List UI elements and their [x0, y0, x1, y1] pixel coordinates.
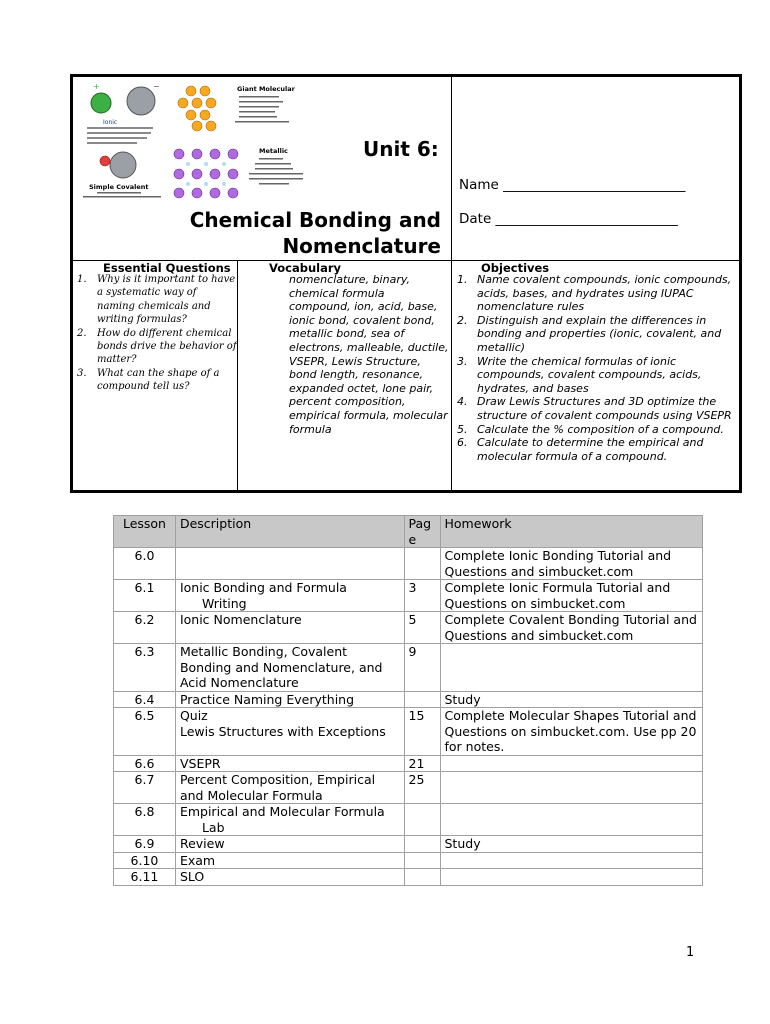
description-cell: Metallic Bonding, Covalent Bonding and Nomenclature, and Acid Nomenclature: [175, 644, 404, 692]
description-cell: Ionic Nomenclature: [175, 612, 404, 644]
unit-title: Unit 6:: [363, 137, 439, 161]
list-item: 3. Write the chemical formulas of ionic compounds, covalent compounds, acids, hydrates, and bases: [457, 354, 702, 395]
page-cell: [404, 548, 440, 580]
objectives-heading: Objectives: [481, 261, 550, 275]
page-cell: 21: [404, 755, 440, 772]
description-cell: [175, 548, 404, 580]
list-item: 5. Calculate the % composition of a compound.: [457, 422, 724, 436]
list-item: 4. Draw Lewis Structures and 3D optimize the structure of covalent compounds using VSEPR: [457, 395, 732, 422]
name-field[interactable]: Name ___________________________: [459, 177, 686, 193]
date-field[interactable]: Date ___________________________: [459, 211, 678, 227]
svg-text:−: −: [153, 82, 160, 91]
page-cell: 3: [404, 580, 440, 612]
bonding-types-clipart: [79, 79, 319, 201]
list-item: 2. Distinguish and explain the differences in bonding and properties (ionic, covalent, and metallic): [457, 313, 722, 354]
homework-cell: Complete Ionic Bonding Tutorial and Questions and simbucket.com: [440, 548, 703, 580]
table-row: [114, 852, 703, 869]
vocabulary-heading: Vocabulary: [269, 261, 342, 275]
page-cell: 25: [404, 772, 440, 804]
lesson-cell: 6.11: [114, 869, 176, 886]
column-header-page: Pag e: [404, 516, 440, 548]
column-divider-1: [237, 260, 238, 490]
page-title: [183, 207, 441, 259]
lesson-cell: 6.6: [114, 755, 176, 772]
svg-text:Ionic: Ionic: [103, 119, 118, 126]
svg-text:Metallic: Metallic: [259, 147, 288, 155]
lesson-cell: 6.4: [114, 691, 176, 708]
lesson-table: [113, 515, 703, 886]
list-item: 1. Why is it important to have a systematic way of naming chemicals and writing formulas?: [77, 274, 236, 326]
column-header-homework: Homework: [440, 516, 703, 548]
list-item: 6. Calculate to determine the empirical and molecular formula of a compound.: [457, 436, 704, 463]
header-box: [70, 74, 742, 493]
homework-cell: Study: [440, 836, 703, 853]
description-cell: Review: [175, 836, 404, 853]
column-header-description: Description: [175, 516, 404, 548]
description-cell: Practice Naming Everything: [175, 691, 404, 708]
table-row: [114, 772, 703, 804]
lesson-cell: 6.10: [114, 852, 176, 869]
lesson-cell: 6.1: [114, 580, 176, 612]
homework-cell: Complete Ionic Formula Tutorial and Questions on simbucket.com: [440, 580, 703, 612]
svg-text:Simple Covalent: Simple Covalent: [89, 183, 149, 191]
homework-cell: [440, 772, 703, 804]
lesson-cell: 6.8: [114, 804, 176, 836]
table-row: [114, 836, 703, 853]
page-cell: 15: [404, 708, 440, 756]
table-header-row: [114, 516, 703, 548]
svg-text:Giant Molecular: Giant Molecular: [237, 85, 295, 93]
svg-text:+: +: [93, 82, 100, 91]
lesson-cell: 6.7: [114, 772, 176, 804]
page-cell: 5: [404, 612, 440, 644]
list-item: 1. Name covalent compounds, ionic compounds, acids, bases, and hydrates using IUPAC nomenclature rules: [457, 273, 732, 314]
table-row: [114, 691, 703, 708]
header-divider-vertical: [451, 77, 452, 490]
objectives-list: [457, 273, 741, 463]
page-cell: [404, 852, 440, 869]
column-header-lesson: Lesson: [114, 516, 176, 548]
page-cell: 9: [404, 644, 440, 692]
lesson-cell: 6.9: [114, 836, 176, 853]
table-row: [114, 644, 703, 692]
description-cell: Empirical and Molecular Formula Lab: [175, 804, 404, 836]
page-title-line-2: Nomenclature: [282, 234, 441, 258]
list-item: 3. What can the shape of a compound tell us?: [77, 367, 220, 393]
essential-questions-list: [77, 273, 237, 394]
table-row: [114, 804, 703, 836]
lesson-cell: 6.2: [114, 612, 176, 644]
page-cell: [404, 691, 440, 708]
description-cell: Quiz Lewis Structures with Exceptions: [175, 708, 404, 756]
table-row: [114, 708, 703, 756]
essential-questions-heading: Essential Questions: [103, 261, 231, 275]
description-cell: VSEPR: [175, 755, 404, 772]
description-cell: Exam: [175, 852, 404, 869]
table-row: [114, 612, 703, 644]
table-row: [114, 869, 703, 886]
description-cell: Percent Composition, Empirical and Molecular Formula: [175, 772, 404, 804]
description-cell: Ionic Bonding and Formula Writing: [175, 580, 404, 612]
list-item: 2. How do different chemical bonds drive the behavior of matter?: [77, 327, 237, 366]
table-row: [114, 580, 703, 612]
homework-cell: [440, 804, 703, 836]
homework-cell: Study: [440, 691, 703, 708]
table-row: [114, 548, 703, 580]
homework-cell: [440, 755, 703, 772]
homework-cell: [440, 852, 703, 869]
page-title-line-1: Chemical Bonding and: [189, 208, 441, 232]
homework-cell: Complete Molecular Shapes Tutorial and Questions on simbucket.com. Use pp 20 for notes.: [440, 708, 703, 756]
table-row: [114, 755, 703, 772]
page-cell: [404, 804, 440, 836]
homework-cell: Complete Covalent Bonding Tutorial and Questions and simbucket.com: [440, 612, 703, 644]
page-cell: [404, 836, 440, 853]
lesson-cell: 6.0: [114, 548, 176, 580]
page-number: 1: [686, 945, 695, 960]
homework-cell: [440, 869, 703, 886]
description-cell: SLO: [175, 869, 404, 886]
lesson-cell: 6.5: [114, 708, 176, 756]
lesson-cell: 6.3: [114, 644, 176, 692]
vocabulary-list: nomenclature, binary, chemical formula compound, ion, acid, base, ionic bond, covalent bond, metallic bond, sea of electrons, malleable, ductile, VSEPR, Lewis Structure, bond length, resonance, expanded octet, lone pair, percent composition, empirical formula, molecular formula: [289, 273, 449, 436]
homework-cell: [440, 644, 703, 692]
page-cell: [404, 869, 440, 886]
